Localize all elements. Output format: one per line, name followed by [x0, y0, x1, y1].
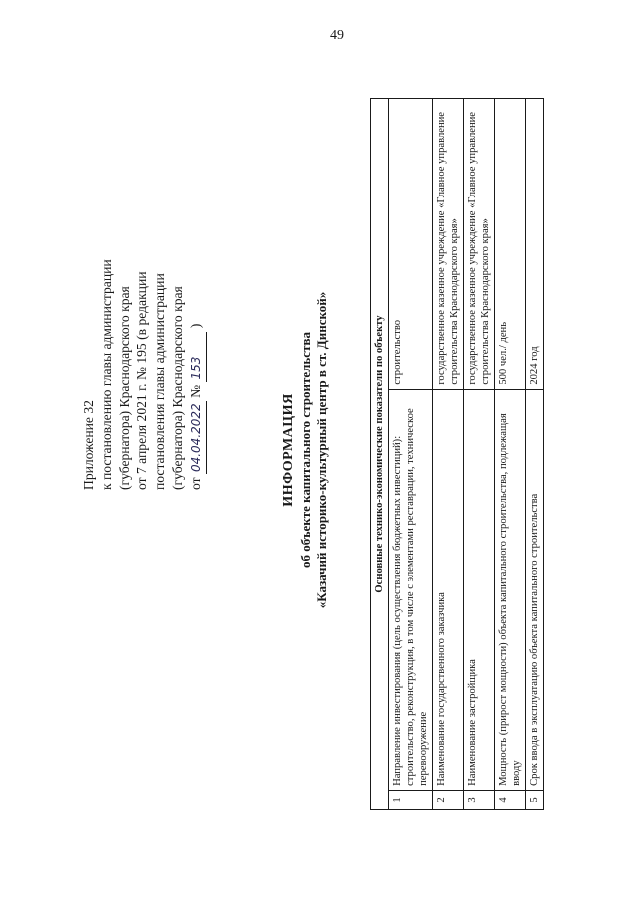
- table-row: [433, 99, 464, 810]
- table-header-row: [371, 99, 389, 810]
- appendix-line-5: постановления главы администрации: [152, 273, 168, 490]
- appendix-date-line: [187, 130, 207, 490]
- page-number: 49: [330, 28, 344, 43]
- appendix-line-4: от 7 апреля 2021 г. № 195 (в редакции: [134, 271, 150, 490]
- row-value: государственное казенное учреждение «Главное управление строительства Краснодарского края»: [464, 99, 495, 390]
- row-name: Направление инвестирования (цель осуществления бюджетных инвестиций): строительство, реконструкция, в том числе с элементами реставрации, техническое перевооружение: [389, 389, 433, 790]
- row-name: Наименование государственного заказчика: [433, 389, 464, 790]
- appendix-line-1: Приложение 32: [81, 400, 96, 490]
- row-number: 4: [495, 790, 526, 809]
- handwritten-date: 04.04.2022: [188, 401, 207, 474]
- row-number: 1: [389, 790, 433, 809]
- indicators-table: [370, 98, 544, 810]
- row-number: 3: [464, 790, 495, 809]
- row-value: строительство: [389, 99, 433, 390]
- title-line-2: об объекте капитального строительства: [298, 332, 313, 568]
- appendix-no-label: №: [187, 384, 203, 398]
- title-line-3: «Казачий историко-культурный центр в ст. Динской»: [314, 291, 329, 609]
- row-value: 500 чел./ день: [495, 99, 526, 390]
- row-name: Наименование застройщика: [464, 389, 495, 790]
- row-number: 5: [526, 790, 544, 809]
- appendix-line-6: (губернатора) Краснодарского края: [169, 286, 185, 490]
- title-line-1: ИНФОРМАЦИЯ: [281, 393, 296, 507]
- table-row: [464, 99, 495, 810]
- table-row: [389, 99, 433, 810]
- row-value: государственное казенное учреждение «Главное управление строительства Краснодарского края»: [433, 99, 464, 390]
- table-header: Основные технико-экономические показатели по объекту: [371, 99, 389, 810]
- appendix-line-3: (губернатора) Краснодарского края: [116, 286, 132, 490]
- document-title: [280, 60, 330, 840]
- appendix-close-paren: ): [187, 323, 203, 329]
- row-value: 2024 год: [526, 99, 544, 390]
- table-row: [495, 99, 526, 810]
- appendix-block: [80, 130, 207, 490]
- rotated-content: [80, 30, 540, 870]
- appendix-ot-label: от: [187, 477, 203, 490]
- row-number: 2: [433, 790, 464, 809]
- table-row: [526, 99, 544, 810]
- handwritten-number: 153: [188, 332, 207, 382]
- row-name: Мощность (прирост мощности) объекта капитального строительства, подлежащая вводу: [495, 389, 526, 790]
- appendix-line-2: к постановлению главы администрации: [98, 259, 114, 490]
- row-name: Срок ввода в эксплуатацию объекта капитального строительства: [526, 389, 544, 790]
